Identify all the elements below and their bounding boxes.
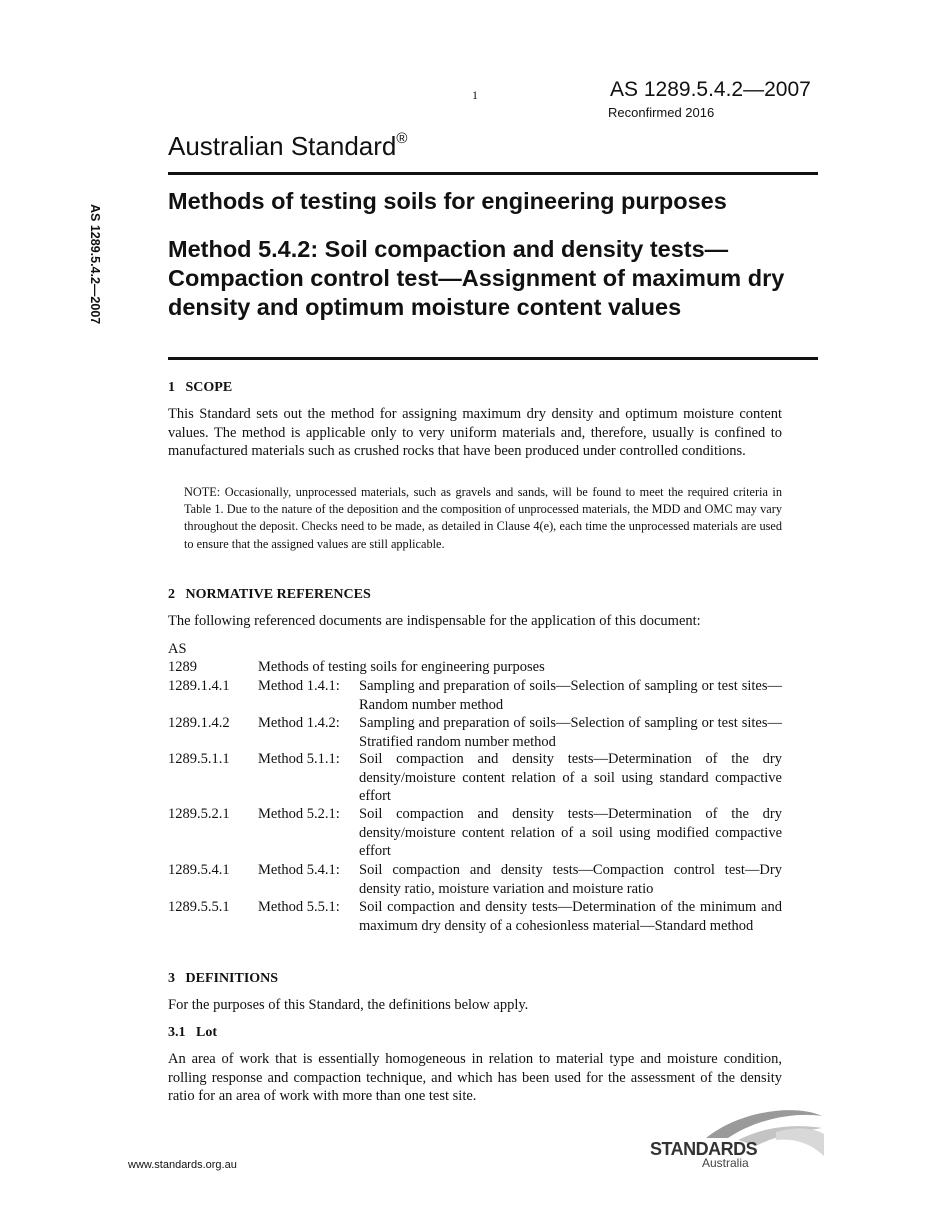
reference-method: Method 5.4.1: <box>258 862 340 878</box>
method-title: Method 5.4.2: Soil compaction and density tests—Compaction control test—Assignment of maximum dry density and optimum moisture content values <box>168 236 785 320</box>
reference-description: Soil compaction and density tests—Compaction control test—Dry density ratio, moisture variation and moisture ratio <box>359 862 782 897</box>
side-standard-label: AS 1289.5.4.2—2007 <box>88 204 102 325</box>
reference-method: Method 1.4.1: <box>258 678 340 694</box>
reference-method: Method 5.2.1: <box>258 806 340 822</box>
reference-description: Sampling and preparation of soils—Selection of sampling or test sites—Stratified random number method <box>359 715 782 750</box>
section-1-paragraph: This Standard sets out the method for assigning maximum dry density and optimum moisture content values. The method is applicable only to very uniform materials and, therefore, usually is confined to manufactured materials such as crushed rocks that have been produced under controlled conditions. <box>168 406 782 459</box>
logo-wordmark: STANDARDS <box>650 1139 758 1159</box>
reference-method: Method 5.1.1: <box>258 751 340 767</box>
reference-row <box>168 861 782 898</box>
reference-prefix: AS <box>168 641 187 657</box>
reference-description: Sampling and preparation of soils—Selection of sampling or test sites—Random number method <box>359 678 782 713</box>
reference-row <box>168 805 782 861</box>
scope-note: NOTE: Occasionally, unprocessed materials, such as gravels and sands, will be found to meet the required criteria in Table 1. Due to the nature of the deposition and the composition of unprocessed materials, the MDD and OMC may vary throughout the deposit. Checks need to be made, as detailed in Clause 4(e), each time the unprocessed materials are used to ensure that the assigned values are still applicable. <box>184 485 782 551</box>
series-title: Methods of testing soils for engineering purposes <box>168 188 727 214</box>
reference-number: 1289 <box>168 659 197 675</box>
reference-series-row <box>168 658 782 677</box>
reference-row <box>168 677 782 714</box>
reference-number: 1289.1.4.2 <box>168 715 230 731</box>
reference-number: 1289.1.4.1 <box>168 678 230 694</box>
reference-number: 1289.5.5.1 <box>168 899 230 915</box>
registered-mark: ® <box>396 130 408 147</box>
reference-description: Soil compaction and density tests—Determination of the dry density/moisture content relation of a soil using standard compactive effort <box>359 751 782 804</box>
brand-title-text: Australian Standard <box>168 131 397 161</box>
section-3-heading: 3 DEFINITIONS <box>168 971 279 986</box>
section-2-intro: The following referenced documents are indispensable for the application of this document: <box>168 613 701 629</box>
logo-subtitle: Australia <box>702 1156 749 1170</box>
section-3-intro: For the purposes of this Standard, the definitions below apply. <box>168 997 529 1013</box>
reference-title: Methods of testing soils for engineering purposes <box>258 659 545 675</box>
definition-3-1-heading: 3.1 Lot <box>168 1025 217 1040</box>
reference-number: 1289.5.2.1 <box>168 806 230 822</box>
reconfirmed-note: Reconfirmed 2016 <box>608 105 715 120</box>
website-url: www.standards.org.au <box>128 1159 237 1171</box>
document-brand-title <box>168 130 407 162</box>
title-rule-bottom <box>168 357 818 360</box>
reference-number: 1289.5.4.1 <box>168 862 230 878</box>
section-2-heading: 2 NORMATIVE REFERENCES <box>168 587 371 602</box>
reference-row <box>168 898 782 954</box>
reference-method: Method 1.4.2: <box>258 715 340 731</box>
page-number: 1 <box>472 88 478 102</box>
standard-number: AS 1289.5.4.2—2007 <box>610 78 811 101</box>
reference-row <box>168 750 782 806</box>
reference-method: Method 5.5.1: <box>258 899 340 915</box>
title-rule-top <box>168 172 818 175</box>
section-1-heading: 1 SCOPE <box>168 380 233 395</box>
definition-3-1-paragraph: An area of work that is essentially homogeneous in relation to material type and moisture condition, rolling response and compaction technique, and which has been used for the assessment of the density ratio for an area of work with more than one test site. <box>168 1051 782 1104</box>
reference-number: 1289.5.1.1 <box>168 751 230 767</box>
reference-description: Soil compaction and density tests—Determination of the minimum and maximum dry density of a cohesionless material—Standard method <box>359 899 782 934</box>
reference-description: Soil compaction and density tests—Determination of the dry density/moisture content relation of a soil using modified compactive effort <box>359 806 782 859</box>
reference-row <box>168 714 782 751</box>
